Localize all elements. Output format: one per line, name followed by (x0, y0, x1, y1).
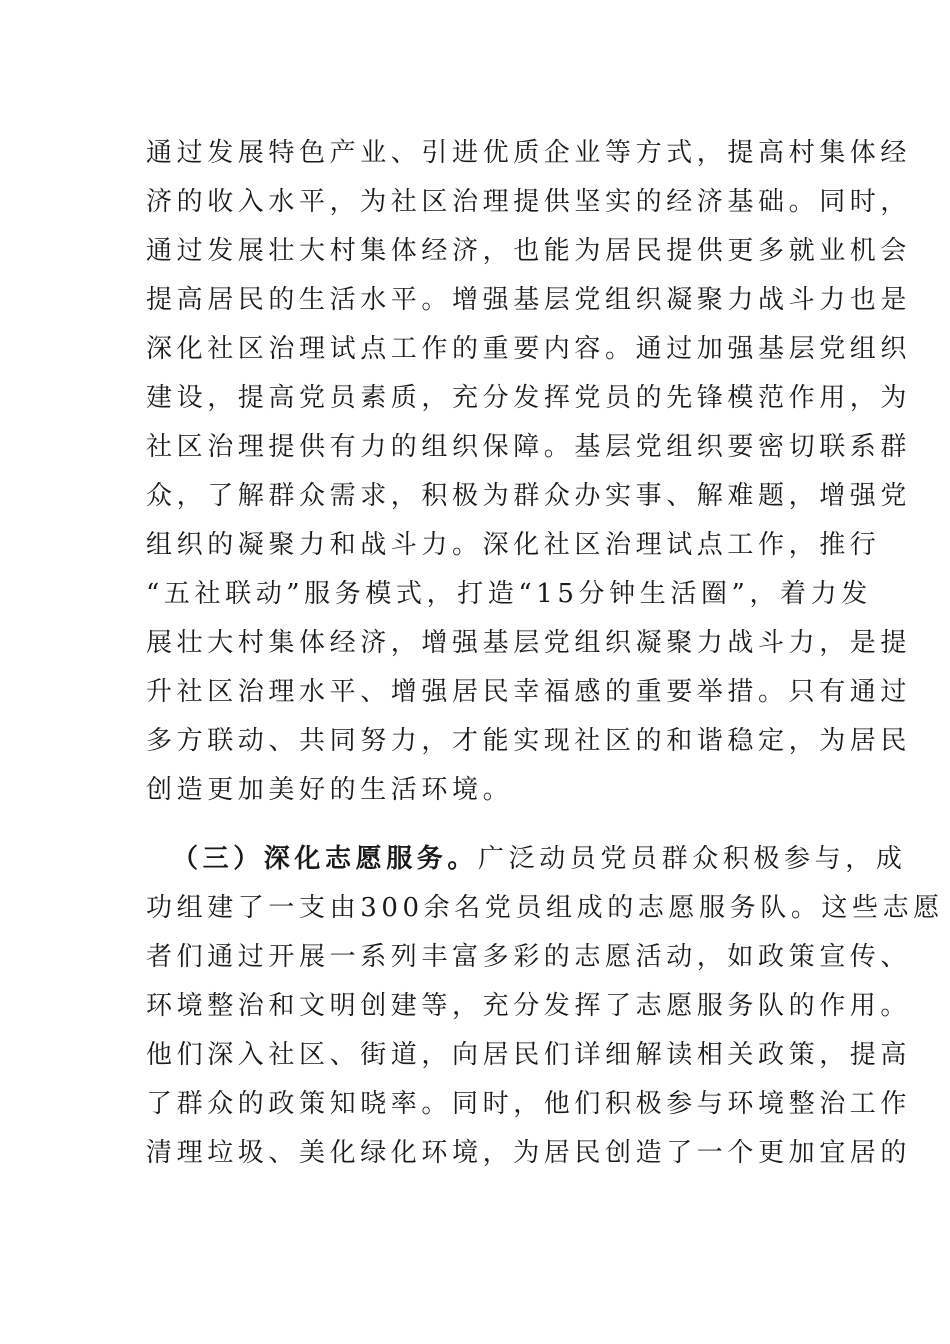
paragraph-1-line-7: 社区治理提供有力的组织保障。基层党组织要密切联系群 (146, 432, 912, 462)
paragraph-2-line-7: 清理垃圾、美化绿化环境，为居民创造了一个更加宜居的 (146, 1138, 912, 1168)
paragraph-1-line-3: 通过发展壮大村集体经济，也能为居民提供更多就业机会 (146, 236, 912, 266)
paragraph-1-line-11: 展壮大村集体经济，增强基层党组织凝聚力战斗力，是提 (146, 628, 912, 658)
paragraph-2-first-line (172, 844, 907, 874)
paragraph-2-line-4: 环境整治和文明创建等，充分发挥了志愿服务队的作用。 (146, 991, 912, 1021)
section-heading: （三）深化志愿服务。 (172, 844, 479, 874)
paragraph-2-line-2: 功组建了一支由300余名党员组成的志愿服务队。这些志愿 (146, 893, 944, 923)
paragraph-2-line-6: 了群众的政策知晓率。同时，他们积极参与环境整治工作 (146, 1089, 912, 1119)
paragraph-1-line-8: 众，了解群众需求，积极为群众办实事、解难题，增强党 (146, 481, 912, 511)
paragraph-1-line-1: 通过发展特色产业、引进优质企业等方式，提高村集体经 (146, 138, 912, 168)
paragraph-1-line-12: 升社区治理水平、增强居民幸福感的重要举措。只有通过 (146, 677, 912, 707)
paragraph-1-line-5: 深化社区治理试点工作的重要内容。通过加强基层党组织 (146, 334, 912, 364)
paragraph-2-line-1-text: 广泛动员党员群众积极参与，成 (478, 844, 907, 874)
paragraph-1-line-9: 组织的凝聚力和战斗力。深化社区治理试点工作，推行 (146, 530, 881, 560)
paragraph-1-line-14: 创造更加美好的生活环境。 (146, 775, 514, 805)
paragraph-1-line-10: “五社联动”服务模式，打造“15分钟生活圈”，着力发 (146, 579, 872, 609)
paragraph-2-line-5: 他们深入社区、街道，向居民们详细解读相关政策，提高 (146, 1040, 912, 1070)
paragraph-1-line-2: 济的收入水平，为社区治理提供坚实的经济基础。同时， (146, 187, 912, 217)
paragraph-1-line-4: 提高居民的生活水平。增强基层党组织凝聚力战斗力也是 (146, 285, 912, 315)
paragraph-1-line-6: 建设，提高党员素质，充分发挥党员的先锋模范作用，为 (146, 383, 912, 413)
paragraph-2-line-3: 者们通过开展一系列丰富多彩的志愿活动，如政策宣传、 (146, 942, 912, 972)
paragraph-1-line-13: 多方联动、共同努力，才能实现社区的和谐稳定，为居民 (146, 726, 912, 756)
